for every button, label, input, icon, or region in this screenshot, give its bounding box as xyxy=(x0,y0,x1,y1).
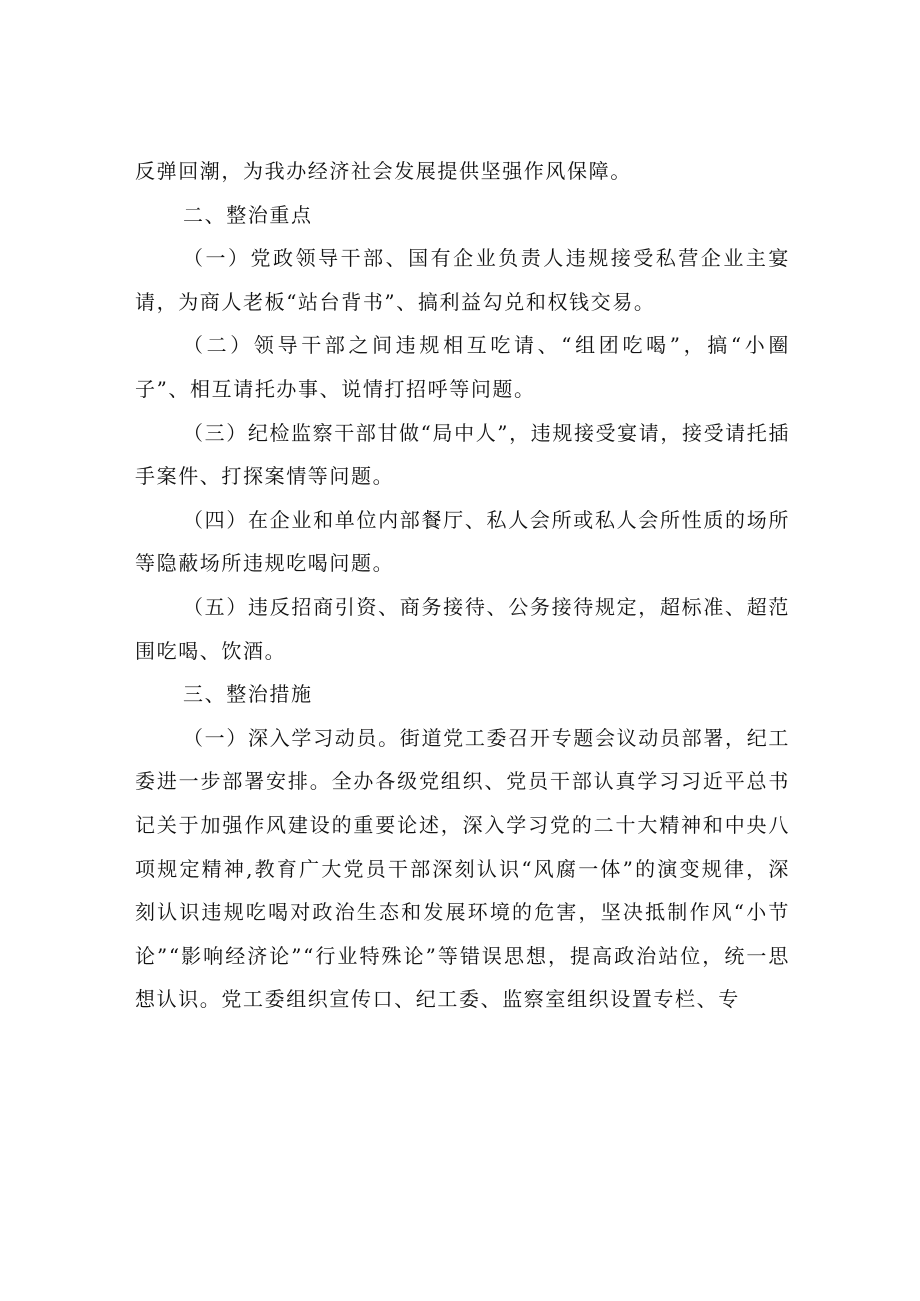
paragraph-measure-item-1: （一）深入学习动员。街道党工委召开专题会议动员部署，纪工委进一步部署安排。全办各级党组织、党员干部认真学习习近平总书记关于加强作风建设的重要论述，深入学习党的二十大精神和中央八项规定精神,教育广大党员干部深刻认识“风腐一体”的演变规律，深刻认识违规吃喝对政治生态和发展环境的危害，坚决抵制作风“小节论”“影响经济论”“行业特殊论”等错误思想，提高政治站位，统一思想认识。党工委组织宣传口、纪工委、监察室组织设置专栏、专 xyxy=(135,725,790,1012)
section-heading-rectification-measures: 三、整治措施 xyxy=(183,682,313,707)
paragraph-focus-item-2: （二）领导干部之间违规相互吃请、“组团吃喝”，搞“小圈子”、相互请托办事、说情打招呼等问题。 xyxy=(135,333,790,401)
paragraph-focus-item-1: （一）党政领导干部、国有企业负责人违规接受私营企业主宴请，为商人老板“站台背书”、搞利益勾兑和权钱交易。 xyxy=(135,246,790,314)
section-heading-rectification-focus: 二、整治重点 xyxy=(183,202,313,227)
paragraph-focus-item-4: （四）在企业和单位内部餐厅、私人会所或私人会所性质的场所等隐蔽场所违规吃喝问题。 xyxy=(135,507,790,576)
paragraph-intro-continuation: 反弹回潮，为我办经济社会发展提供坚强作风保障。 xyxy=(135,159,632,183)
paragraph-focus-item-3: （三）纪检监察干部甘做“局中人”，违规接受宴请，接受请托插手案件、打探案情等问题。 xyxy=(135,420,790,489)
paragraph-focus-item-5: （五）违反招商引资、商务接待、公务接待规定，超标准、超范围吃喝、饮酒。 xyxy=(135,594,790,663)
document-body xyxy=(135,150,790,1022)
